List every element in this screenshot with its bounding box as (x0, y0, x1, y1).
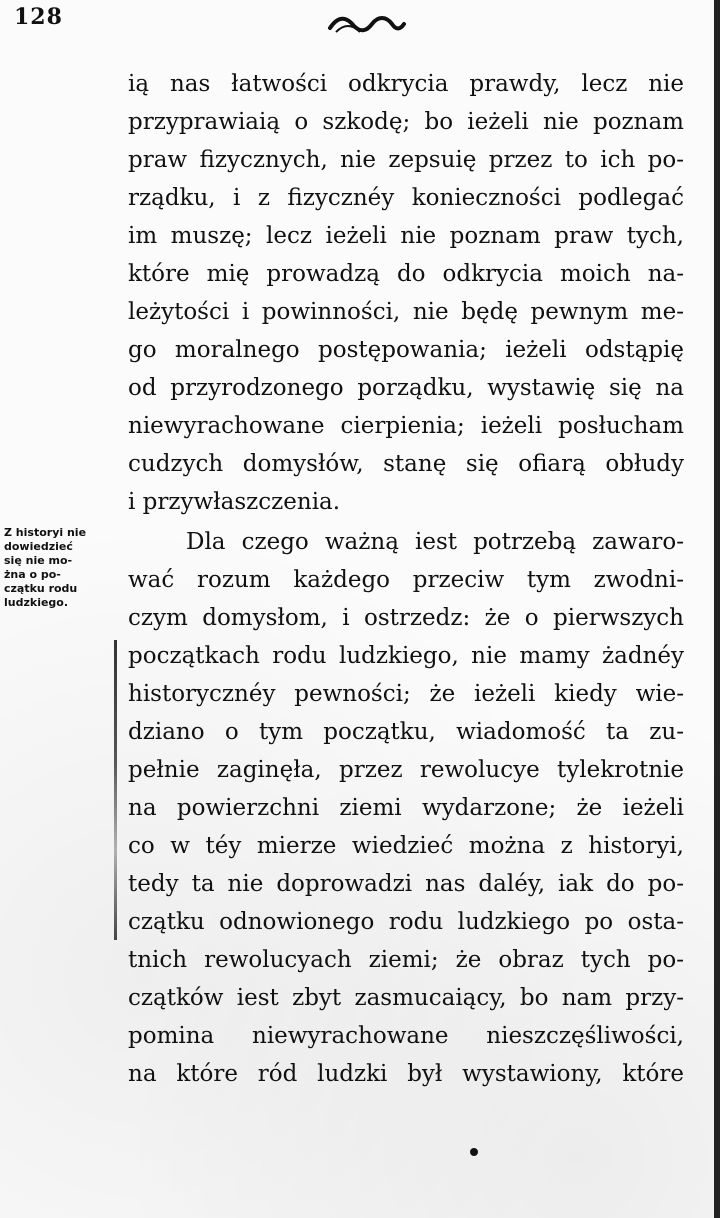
page-edge (714, 0, 720, 1218)
margin-note-line: się nie mo- (4, 554, 73, 567)
text-line: Dla czego ważną iest potrzebą zawaro- (186, 529, 684, 555)
text-line: co w téy mierze wiedzieć można z historyi, (128, 833, 684, 859)
margin-note-line: czątku rodu (4, 582, 78, 595)
text-line: cudzych domysłów, stanę się ofiarą obłudy (128, 451, 684, 477)
ink-spot (470, 1148, 478, 1156)
text-line: go moralnego postępowania; ieżeli odstąpię (128, 337, 684, 363)
page-number: 128 (14, 4, 63, 30)
text-line: które mię prowadzą do odkrycia moich na- (128, 261, 684, 287)
margin-note-line: dowiedzieć (4, 540, 73, 553)
text-line: praw fizycznych, nie zepsuię przez to ich po- (128, 147, 684, 173)
text-line: na które ród ludzki był wystawiony, które (128, 1061, 684, 1087)
text-line: im muszę; lecz ieżeli nie poznam praw tych, (128, 223, 684, 249)
margin-note-line: ludzkiego. (4, 596, 69, 609)
text-line: historycznéy pewności; że ieżeli kiedy wie- (128, 681, 684, 707)
text-line: rządku, i z fizycznéy konieczności podlegać (128, 185, 684, 211)
margin-note-line: Z historyi nie (4, 526, 87, 539)
margin-note (4, 526, 122, 610)
text-line: pomina niewyrachowane nieszczęśliwości, (128, 1023, 684, 1049)
text-line: czątków iest zbyt zasmucaiący, bo nam przy- (128, 985, 684, 1011)
text-line: ią nas łatwości odkrycia prawdy, lecz nie (128, 71, 684, 97)
text-line: tnich rewolucyach ziemi; że obraz tych po- (128, 947, 684, 973)
text-line: od przyrodzonego porządku, wystawię się na (128, 375, 684, 401)
text-line: dziano o tym początku, wiadomość ta zu- (128, 719, 684, 745)
text-line: i przywłaszczenia. (128, 489, 341, 515)
text-line: pełnie zaginęła, przez rewolucye tylekrotnie (128, 757, 684, 783)
text-line: leżytości i powinności, nie będę pewnym me- (128, 299, 684, 325)
margin-note-line: żna o po- (4, 568, 61, 581)
text-line: niewyrachowane cierpienia; ieżeli posłucham (128, 413, 684, 439)
text-line: wać rozum każdego przeciw tym zwodni- (128, 567, 684, 593)
text-line: początkach rodu ludzkiego, nie mamy żadnéy (128, 643, 684, 669)
text-line: tedy ta nie doprowadzi nas daléy, iak do po- (128, 871, 684, 897)
text-line: czątku odnowionego rodu ludzkiego po osta- (128, 909, 684, 935)
text-line: na powierzchni ziemi wydarzone; że ieżeli (128, 795, 684, 821)
tilde-ornament-icon (326, 14, 406, 36)
text-line: przyprawiaią o szkodę; bo ieżeli nie poznam (128, 109, 684, 135)
text-line: czym domysłom, i ostrzedz: że o pierwszych (128, 605, 684, 631)
margin-bracket-mark (114, 640, 117, 940)
